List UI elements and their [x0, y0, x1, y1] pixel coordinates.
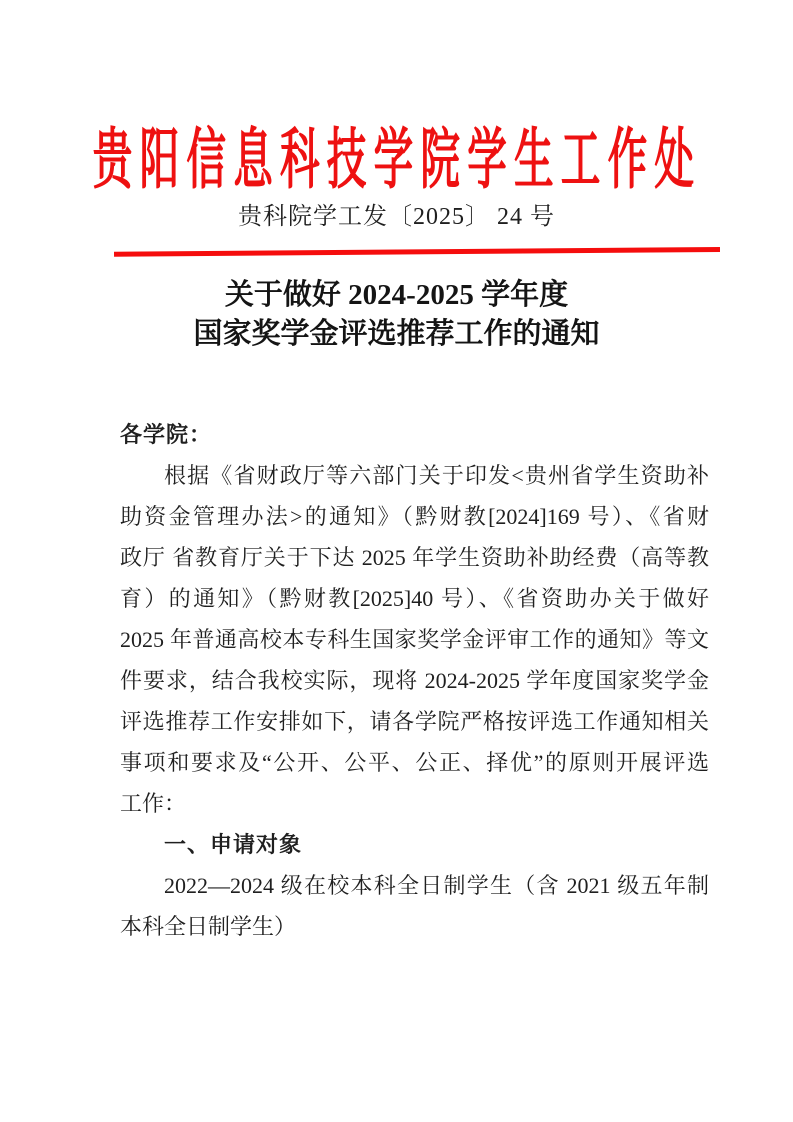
document-body — [120, 414, 709, 947]
document-number: 贵科院学工发〔2025〕 24 号 — [238, 204, 555, 230]
red-divider-line — [114, 247, 720, 257]
body-line: 政厅 省教育厅关于下达 2025 年学生资助补助经费（高等教 — [120, 545, 709, 570]
notice-title-line1: 关于做好 2024-2025 学年度 — [224, 279, 569, 311]
letterhead-org-title: 贵阳信息科技学院学生工作处 — [92, 124, 701, 197]
body-line: 育）的通知》（黔财教[2025]40 号）、《省资助办关于做好 — [120, 586, 709, 611]
body-line: 事项和要求及“公开、公平、公正、择优”的原则开展评选 — [120, 750, 709, 775]
body-line: 工作： — [120, 791, 187, 816]
notice-title-line2: 国家奖学金评选推荐工作的通知 — [193, 318, 600, 350]
notice-title — [0, 276, 793, 354]
body-line: 本科全日制学生） — [120, 914, 297, 939]
body-line: 评选推荐工作安排如下，请各学院严格按评选工作通知相关 — [120, 709, 709, 734]
body-line: 根据《省财政厅等六部门关于印发<贵州省学生资助补 — [164, 463, 709, 488]
body-line: 助资金管理办法>的通知》（黔财教[2024]169 号）、《省财 — [120, 504, 709, 529]
section-heading-application-target: 一、申请对象 — [164, 832, 303, 857]
body-line: 2025 年普通高校本专科生国家奖学金评审工作的通知》等文 — [120, 627, 709, 652]
body-line: 2022—2024 级在校本科全日制学生（含 2021 级五年制 — [164, 873, 709, 898]
body-line: 件要求，结合我校实际，现将 2024-2025 学年度国家奖学金 — [120, 668, 709, 693]
salutation: 各学院： — [120, 422, 213, 447]
